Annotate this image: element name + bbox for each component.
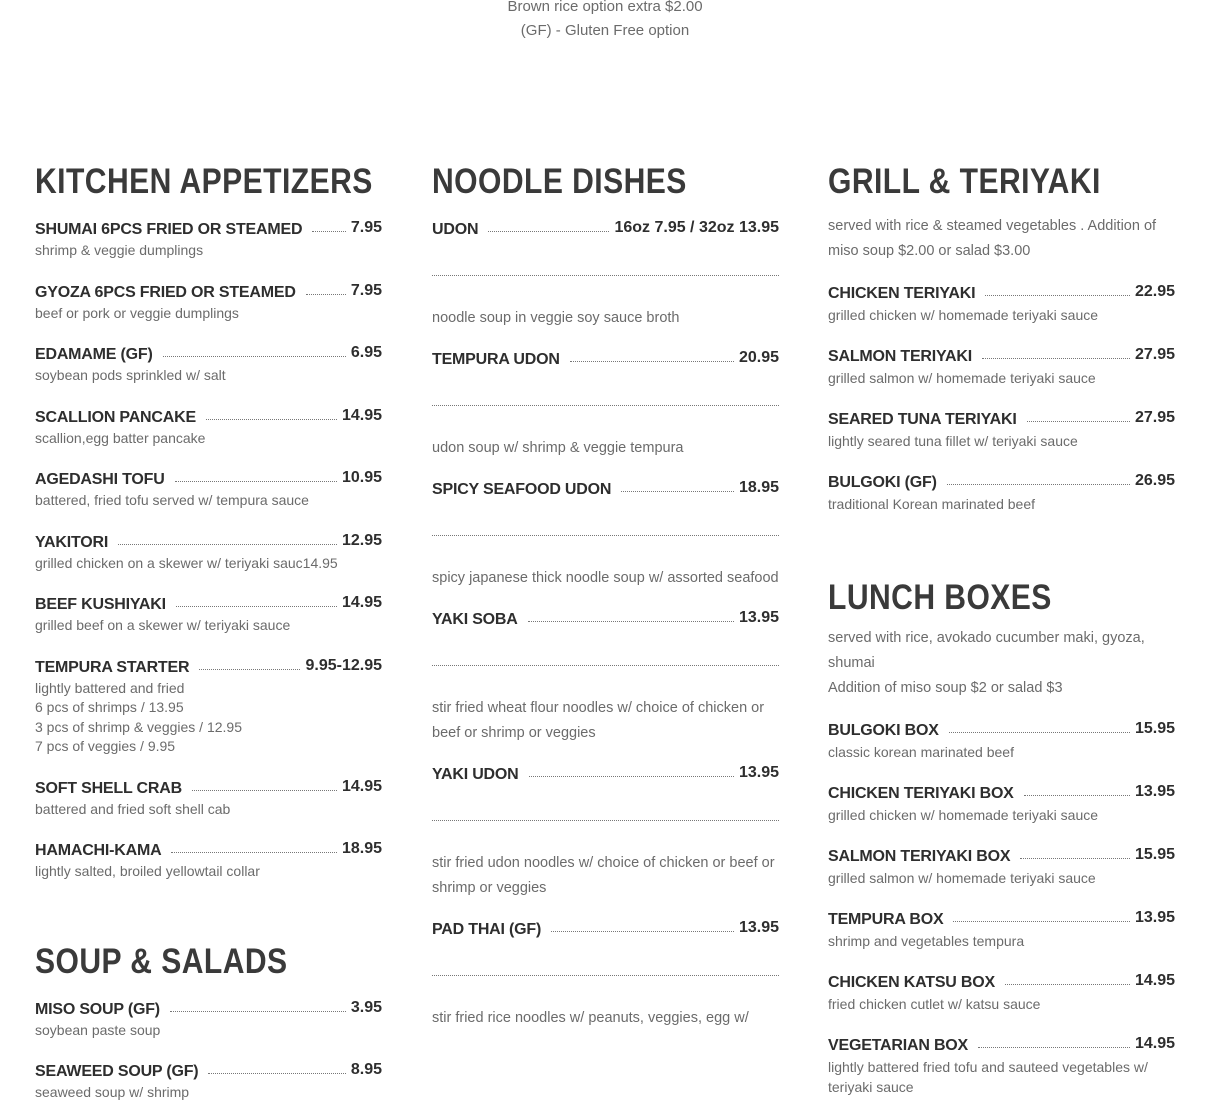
menu-item-row bbox=[432, 215, 779, 239]
dot-leader bbox=[306, 294, 346, 295]
menu-item-name: VEGETARIAN BOX bbox=[828, 1037, 969, 1054]
menu-item bbox=[35, 836, 382, 882]
kitchen-appetizers-title: KITCHEN APPETIZERS bbox=[35, 162, 373, 201]
column-left bbox=[35, 158, 382, 1103]
menu-item bbox=[35, 995, 382, 1041]
menu-item-name: BEEF KUSHIYAKI bbox=[35, 596, 166, 613]
menu-item-price: 22.95 bbox=[1134, 283, 1175, 300]
menu-item-name: CHICKEN TERIYAKI bbox=[828, 285, 976, 302]
menu-item-name: TEMPURA UDON bbox=[432, 351, 560, 368]
menu-item-price: 18.95 bbox=[738, 479, 779, 496]
dot-leader bbox=[953, 921, 1130, 922]
menu-item-name: MISO SOUP (GF) bbox=[35, 1000, 160, 1018]
menu-item-row bbox=[432, 475, 779, 499]
dot-leader bbox=[529, 776, 734, 777]
dot-separator bbox=[432, 820, 779, 821]
menu-item-description: lightly battered fried tofu and sauteed vegetables w/ teriyaki sauce bbox=[828, 1059, 1148, 1095]
menu-item-name: YAKITORI bbox=[35, 533, 109, 551]
menu-item-price: 27.95 bbox=[1134, 409, 1175, 426]
menu-item-row bbox=[432, 915, 779, 939]
noodle-item bbox=[432, 345, 779, 461]
menu-item-price: 13.95 bbox=[1134, 909, 1175, 926]
menu-item bbox=[35, 1057, 382, 1103]
menu-item-description: stir fried wheat flour noodles w/ choice of chicken or beef or shrimp or veggies bbox=[432, 700, 765, 741]
menu-item-name: SOFT SHELL CRAB bbox=[35, 779, 182, 797]
dot-leader bbox=[982, 358, 1130, 359]
menu-item-row bbox=[35, 1057, 382, 1081]
menu-item-price: 10.95 bbox=[341, 469, 382, 486]
noodle-item bbox=[432, 215, 779, 331]
noodle-item bbox=[432, 475, 779, 591]
lunch-boxes-intro: served with rice, avokado cucumber maki, gyoza, shumai bbox=[828, 630, 1145, 671]
menu-item-row bbox=[828, 1031, 1175, 1055]
menu-item-description: lightly battered and fried bbox=[35, 679, 185, 696]
menu-item-row bbox=[828, 842, 1175, 866]
dot-leader bbox=[551, 931, 734, 932]
dot-leader bbox=[488, 231, 609, 232]
menu-item-price: 27.95 bbox=[1134, 346, 1175, 363]
menu-item-row bbox=[828, 716, 1175, 740]
menu-item bbox=[828, 342, 1175, 388]
soup-salads-list bbox=[35, 995, 382, 1103]
noodle-item bbox=[432, 760, 779, 901]
menu-item-description: 7 pcs of veggies / 9.95 bbox=[35, 738, 176, 754]
menu-item-description: lightly seared tuna fillet w/ teriyaki sauce bbox=[828, 433, 1078, 449]
dot-leader bbox=[170, 1011, 346, 1012]
menu-item-description: soybean paste soup bbox=[35, 1021, 161, 1038]
dot-leader bbox=[176, 606, 337, 607]
dot-leader bbox=[163, 356, 346, 357]
menu-item bbox=[828, 1031, 1175, 1097]
menu-item bbox=[35, 215, 382, 261]
menu-item-description: spicy japanese thick noodle soup w/ assorted seafood bbox=[432, 570, 779, 586]
dot-leader bbox=[978, 1047, 1130, 1048]
noodle-item bbox=[432, 605, 779, 746]
menu-item-description: grilled beef on a skewer w/ teriyaki sauce bbox=[35, 617, 291, 633]
menu-item-description: grilled salmon w/ homemade teriyaki sauce bbox=[828, 870, 1096, 886]
menu-item-name: EDAMAME (GF) bbox=[35, 346, 153, 363]
menu-item-description: beef or pork or veggie dumplings bbox=[35, 304, 239, 321]
dot-leader bbox=[118, 544, 337, 545]
menu-item-price: 14.95 bbox=[341, 594, 382, 611]
menu-item-row bbox=[828, 279, 1175, 303]
menu-item-description: stir fried rice noodles w/ peanuts, veggies, egg w/ bbox=[432, 1010, 749, 1026]
noodle-dishes-list bbox=[432, 215, 779, 1031]
column-right bbox=[828, 158, 1175, 1097]
soup-salads-title: SOUP & SALADS bbox=[35, 941, 288, 981]
menu-item-description: battered, fried tofu served w/ tempura sauce bbox=[35, 492, 309, 508]
menu-item-row bbox=[432, 605, 779, 629]
lunch-boxes-list bbox=[828, 716, 1175, 1097]
dot-leader bbox=[621, 491, 734, 492]
menu-item bbox=[35, 528, 382, 574]
dot-separator bbox=[432, 275, 779, 276]
menu-item-name: AGEDASHI TOFU bbox=[35, 471, 165, 488]
menu-item-row bbox=[828, 779, 1175, 803]
menu-item bbox=[35, 653, 382, 757]
menu-item-row bbox=[35, 995, 382, 1019]
menu-item-description: seaweed soup w/ shrimp bbox=[35, 1084, 190, 1100]
menu-item-price: 14.95 bbox=[1134, 1035, 1175, 1052]
menu-item-price: 7.95 bbox=[350, 219, 382, 236]
menu-item-name: SEAWEED SOUP (GF) bbox=[35, 1063, 199, 1080]
menu-item-name: SHUMAI 6PCS FRIED OR STEAMED bbox=[35, 221, 303, 238]
dot-leader bbox=[175, 481, 337, 482]
menu-item bbox=[828, 279, 1175, 325]
menu-item bbox=[828, 842, 1175, 888]
menu-item bbox=[828, 968, 1175, 1014]
menu-item-description: grilled chicken w/ homemade teriyaki sauce bbox=[828, 307, 1099, 323]
grill-teriyaki-list bbox=[828, 279, 1175, 514]
menu-item bbox=[828, 905, 1175, 951]
menu-item-description: grilled chicken on a skewer w/ teriyaki sauc14.95 bbox=[35, 554, 338, 571]
menu-item-name: TEMPURA STARTER bbox=[35, 658, 190, 676]
menu-item-name: CHICKEN TERIYAKI BOX bbox=[828, 785, 1014, 802]
menu-item-description: traditional Korean marinated beef bbox=[828, 496, 1036, 512]
menu-item-description: 3 pcs of shrimp & veggies / 12.95 bbox=[35, 718, 242, 735]
gluten-free-note: (GF) - Gluten Free option bbox=[520, 22, 690, 39]
menu-item-name: UDON bbox=[432, 221, 479, 238]
dot-leader bbox=[570, 361, 734, 362]
menu-item-row bbox=[432, 760, 779, 784]
menu-item-name: CHICKEN KATSU BOX bbox=[828, 974, 995, 991]
menu-item-description: stir fried udon noodles w/ choice of chicken or beef or shrimp or veggies bbox=[432, 855, 775, 896]
dot-leader bbox=[528, 621, 734, 622]
menu-item-price: 13.95 bbox=[738, 919, 779, 936]
menu-item-row bbox=[35, 278, 382, 302]
menu-item-description: 6 pcs of shrimps / 13.95 bbox=[35, 699, 184, 715]
menu-item-price: 16oz 7.95 / 32oz 13.95 bbox=[614, 219, 779, 236]
menu-item-description: scallion,egg batter pancake bbox=[35, 429, 206, 446]
menu-item-description: fried chicken cutlet w/ katsu sauce bbox=[828, 996, 1041, 1012]
menu-item-name: PAD THAI (GF) bbox=[432, 921, 542, 938]
menu-item-price: 26.95 bbox=[1134, 472, 1175, 489]
menu-item-price: 20.95 bbox=[738, 349, 779, 366]
menu-item-name: SALMON TERIYAKI BOX bbox=[828, 848, 1011, 865]
menu-item-price: 12.95 bbox=[341, 531, 382, 549]
dot-leader bbox=[192, 790, 337, 791]
menu-item-price: 15.95 bbox=[1134, 720, 1175, 737]
menu-item-name: SALMON TERIYAKI bbox=[828, 348, 972, 365]
menu-item-price: 13.95 bbox=[1134, 783, 1175, 800]
menu-item-name: SPICY SEAFOOD UDON bbox=[432, 481, 612, 498]
grill-teriyaki-intro: served with rice & steamed vegetables . Addition of miso soup $2.00 or salad $3.00 bbox=[828, 218, 1157, 259]
menu-item-description: shrimp & veggie dumplings bbox=[35, 242, 204, 258]
menu-item-name: TEMPURA BOX bbox=[828, 911, 944, 928]
dot-leader bbox=[1024, 795, 1130, 796]
menu-item-price: 7.95 bbox=[350, 281, 382, 299]
menu-item-row bbox=[432, 345, 779, 369]
menu-item-price: 3.95 bbox=[350, 998, 382, 1016]
menu-item-name: GYOZA 6PCS FRIED OR STEAMED bbox=[35, 283, 296, 301]
dot-leader bbox=[1005, 984, 1130, 985]
menu-item-row bbox=[35, 653, 382, 677]
menu-item-price: 8.95 bbox=[350, 1061, 382, 1078]
menu-item-description: battered and fried soft shell cab bbox=[35, 800, 231, 817]
dot-leader bbox=[947, 484, 1130, 485]
menu-item-description: udon soup w/ shrimp & veggie tempura bbox=[432, 440, 684, 456]
menu-item bbox=[35, 340, 382, 386]
dot-leader bbox=[1020, 858, 1130, 859]
menu-item-row bbox=[35, 465, 382, 489]
menu-item-description: classic korean marinated beef bbox=[828, 744, 1014, 760]
brown-rice-note: Brown rice option extra $2.00 bbox=[507, 0, 703, 15]
menu-item-description: grilled salmon w/ homemade teriyaki sauce bbox=[828, 370, 1096, 386]
menu-item-price: 14.95 bbox=[341, 406, 382, 424]
menu-item-row bbox=[35, 528, 382, 552]
menu-item bbox=[35, 774, 382, 820]
menu-item-description: noodle soup in veggie soy sauce broth bbox=[432, 310, 680, 326]
dot-leader bbox=[171, 852, 336, 853]
kitchen-appetizers-list bbox=[35, 215, 382, 882]
menu-item-price: 13.95 bbox=[738, 764, 779, 781]
dot-leader bbox=[208, 1073, 345, 1074]
dot-leader bbox=[949, 732, 1130, 733]
menu-item-name: SEARED TUNA TERIYAKI bbox=[828, 411, 1017, 428]
menu-item-row bbox=[35, 590, 382, 614]
noodle-item bbox=[432, 915, 779, 1031]
menu-item-name: YAKI SOBA bbox=[432, 611, 518, 628]
menu-item-description: shrimp and vegetables tempura bbox=[828, 933, 1025, 949]
menu-item-name: YAKI UDON bbox=[432, 766, 519, 783]
menu-item-price: 18.95 bbox=[341, 840, 382, 857]
column-middle bbox=[432, 158, 779, 1045]
dot-separator bbox=[432, 975, 779, 976]
menu-item-name: BULGOKI BOX bbox=[828, 722, 939, 739]
menu-item bbox=[35, 403, 382, 449]
menu-item-row bbox=[35, 215, 382, 239]
menu-item-row bbox=[35, 836, 382, 860]
menu-item-name: BULGOKI (GF) bbox=[828, 474, 937, 491]
menu-item bbox=[828, 716, 1175, 762]
noodle-dishes-title: NOODLE DISHES bbox=[432, 162, 687, 201]
dot-separator bbox=[432, 665, 779, 666]
menu-item-row bbox=[35, 774, 382, 798]
menu-item-description: lightly salted, broiled yellowtail collar bbox=[35, 863, 260, 879]
lunch-boxes-title: LUNCH BOXES bbox=[828, 578, 1052, 617]
menu-item bbox=[828, 405, 1175, 451]
lunch-boxes-intro-addition: Addition of miso soup $2 or salad $3 bbox=[828, 680, 1063, 696]
menu-item-row bbox=[828, 968, 1175, 992]
dot-leader bbox=[985, 295, 1130, 296]
menu-item-name: SCALLION PANCAKE bbox=[35, 408, 196, 426]
menu-item-price: 13.95 bbox=[738, 609, 779, 626]
menu-item-row bbox=[828, 468, 1175, 492]
dot-leader bbox=[206, 419, 337, 420]
menu-item-description: grilled chicken w/ homemade teriyaki sauce bbox=[828, 807, 1099, 823]
dot-separator bbox=[432, 535, 779, 536]
dot-leader bbox=[312, 231, 346, 232]
menu-item bbox=[828, 468, 1175, 514]
menu-item-row bbox=[35, 403, 382, 427]
menu-item-row bbox=[828, 405, 1175, 429]
menu-item-price: 15.95 bbox=[1134, 846, 1175, 863]
menu-item bbox=[35, 590, 382, 636]
menu-item bbox=[35, 278, 382, 324]
menu-item-row bbox=[828, 905, 1175, 929]
menu-item bbox=[35, 465, 382, 511]
menu-item-price: 14.95 bbox=[1134, 972, 1175, 989]
menu-item-price: 6.95 bbox=[350, 344, 382, 361]
menu-item-price: 9.95-12.95 bbox=[305, 656, 382, 674]
grill-teriyaki-title: GRILL & TERIYAKI bbox=[828, 162, 1101, 201]
menu-item-description: soybean pods sprinkled w/ salt bbox=[35, 367, 226, 383]
menu-item-row bbox=[35, 340, 382, 364]
dot-separator bbox=[432, 405, 779, 406]
menu-item bbox=[828, 779, 1175, 825]
menu-item-row bbox=[828, 342, 1175, 366]
dot-leader bbox=[1027, 421, 1130, 422]
menu-item-name: HAMACHI-KAMA bbox=[35, 842, 162, 859]
dot-leader bbox=[199, 669, 300, 670]
menu-item-price: 14.95 bbox=[341, 777, 382, 795]
